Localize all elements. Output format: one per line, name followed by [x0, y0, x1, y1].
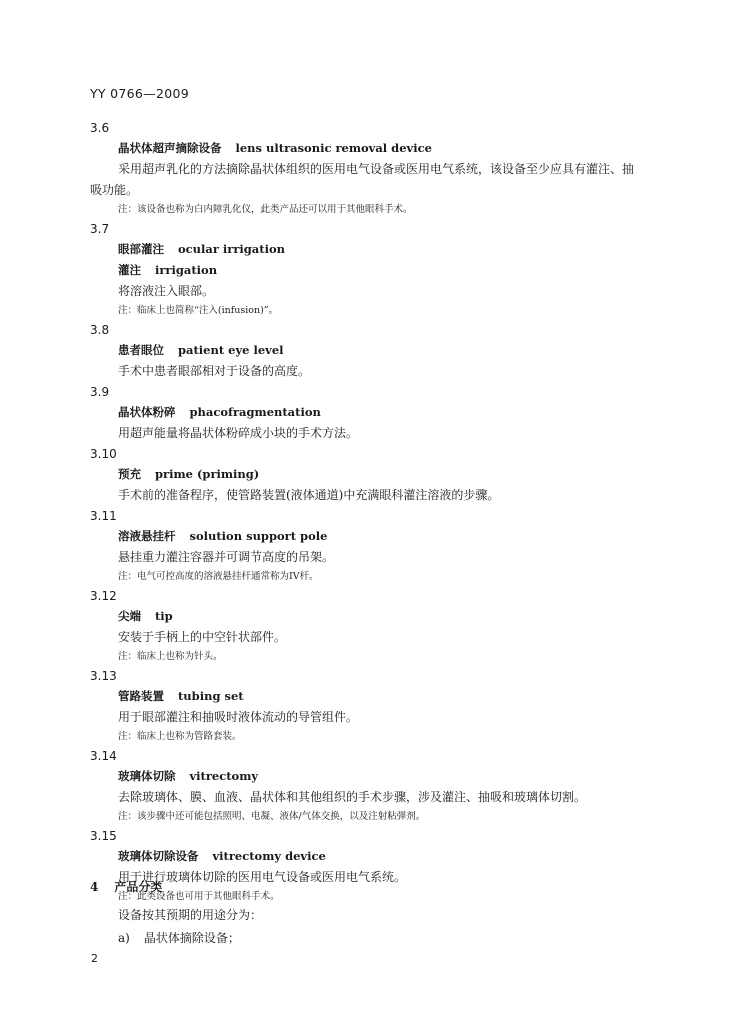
term-english: ocular irrigation	[178, 242, 285, 256]
clause-number: 3.7	[90, 222, 110, 236]
term-heading	[90, 340, 690, 361]
term-english: solution support pole	[189, 529, 328, 543]
term-english: tubing set	[178, 689, 244, 703]
definition-line: 将溶液注入眼部。	[118, 284, 215, 298]
list-item-text: 晶状体摘除设备；	[143, 931, 240, 945]
term-entry	[90, 746, 690, 826]
definition-line: 采用超声乳化的方法摘除晶状体组织的医用电气设备或医用电气系统，该设备至少应具有灌注、抽	[118, 162, 635, 176]
term-chinese: 管路装置	[118, 689, 164, 703]
term-heading	[90, 766, 690, 787]
term-english: patient eye level	[178, 343, 284, 357]
term-heading	[90, 526, 690, 547]
clause-number: 3.10	[90, 447, 117, 461]
term-heading-synonym	[90, 260, 690, 281]
term-entry	[90, 506, 690, 586]
definition-line: 悬挂重力灌注容器并可调节高度的吊架。	[118, 550, 335, 564]
clause-number: 3.9	[90, 385, 110, 399]
definition-line: 手术前的准备程序，使管路装置(液体通道)中充满眼科灌注溶液的步骤。	[118, 488, 500, 502]
term-english: irrigation	[155, 263, 218, 277]
term-chinese: 灌注	[118, 263, 141, 277]
clause-number: 3.8	[90, 323, 110, 337]
definition-line: 手术中患者眼部相对于设备的高度。	[118, 364, 311, 378]
term-english: tip	[155, 609, 173, 623]
definition-line: 用于眼部灌注和抽吸时液体流动的导管组件。	[118, 710, 359, 724]
page-number: 2	[91, 952, 98, 965]
term-chinese: 玻璃体切除设备	[118, 849, 199, 863]
list-item-label: a)	[118, 931, 130, 945]
clause-number: 3.15	[90, 829, 117, 843]
definition-line: 用于进行玻璃体切除的医用电气设备或医用电气系统。	[118, 870, 407, 884]
note: 注：该步骤中还可能包括照明、电凝、液体/气体交换，以及注射粘弹剂。	[118, 811, 426, 822]
clause-number: 3.6	[90, 121, 110, 135]
term-entry	[90, 586, 690, 666]
term-entry	[90, 320, 690, 382]
term-heading	[90, 464, 690, 485]
term-chinese: 患者眼位	[118, 343, 164, 357]
section-number: 4	[90, 880, 99, 894]
note: 注：电气可控高度的溶液悬挂杆通常称为IV杆。	[118, 571, 319, 582]
definition-line: 去除玻璃体、膜、血液、晶状体和其他组织的手术步骤，涉及灌注、抽吸和玻璃体切割。	[118, 790, 587, 804]
standard-number-header: YY 0766—2009	[90, 86, 189, 101]
term-chinese: 溶液悬挂杆	[118, 529, 176, 543]
clause-number: 3.12	[90, 589, 117, 603]
term-entries	[90, 118, 690, 906]
term-chinese: 晶状体粉碎	[118, 405, 176, 419]
term-entry	[90, 219, 690, 320]
term-english: prime (priming)	[155, 467, 260, 481]
clause-number: 3.11	[90, 509, 117, 523]
term-chinese: 玻璃体切除	[118, 769, 176, 783]
term-heading	[90, 606, 690, 627]
term-chinese: 尖端	[118, 609, 141, 623]
section-heading	[90, 878, 162, 895]
clause-number: 3.13	[90, 669, 117, 683]
note: 注：临床上也称为管路套装。	[118, 731, 242, 742]
term-english: vitrectomy	[189, 769, 259, 783]
term-chinese: 预充	[118, 467, 141, 481]
definition-line: 安装于手柄上的中空针状部件。	[118, 630, 287, 644]
term-english: phacofragmentation	[189, 405, 321, 419]
term-entry	[90, 826, 690, 906]
term-heading	[90, 239, 690, 260]
term-heading	[90, 138, 690, 159]
clause-number: 3.14	[90, 749, 117, 763]
note: 注：该设备也称为白内障乳化仪，此类产品还可以用于其他眼科手术。	[118, 204, 413, 215]
term-entry	[90, 444, 690, 506]
term-heading	[90, 846, 690, 867]
term-heading	[90, 402, 690, 423]
term-english: lens ultrasonic removal device	[235, 141, 432, 155]
definition-line: 用超声能量将晶状体粉碎成小块的手术方法。	[118, 426, 359, 440]
term-chinese: 眼部灌注	[118, 242, 164, 256]
term-heading	[90, 686, 690, 707]
term-entry	[90, 382, 690, 444]
note: 注：此类设备也可用于其他眼科手术。	[118, 891, 280, 902]
list-item	[118, 929, 240, 946]
note: 注：临床上也称为针头。	[118, 651, 223, 662]
note: 注：临床上也简称“注入(infusion)”。	[118, 305, 279, 316]
section-intro: 设备按其预期的用途分为：	[118, 908, 263, 922]
term-entry	[90, 118, 690, 219]
definition-line: 吸功能。	[90, 183, 139, 197]
term-entry	[90, 666, 690, 746]
section-title: 产品分类	[114, 880, 163, 894]
term-english: vitrectomy device	[212, 849, 326, 863]
term-chinese: 晶状体超声摘除设备	[118, 141, 222, 155]
